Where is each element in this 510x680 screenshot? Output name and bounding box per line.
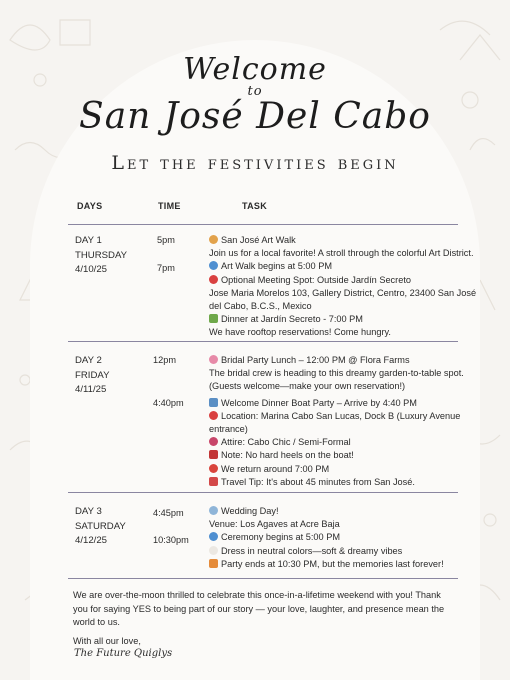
closing-message: We are over-the-moon thrilled to celebrate this once-in-a-lifetime weekend with you! Thank you for saying YES to being part of our story — your love, laughter, and presence mean the world to us. bbox=[73, 590, 445, 627]
day-block-3 bbox=[75, 505, 126, 549]
divider-header bbox=[68, 224, 458, 225]
divider-day-1 bbox=[68, 341, 458, 342]
tagline: Let the festivities begin bbox=[111, 152, 399, 174]
day-label: DAY 3 bbox=[75, 506, 102, 517]
task-line: Wedding Day! bbox=[209, 505, 444, 518]
heel-icon bbox=[209, 450, 218, 459]
task-line: San José Art Walk bbox=[209, 234, 476, 247]
task-line: Ceremony begins at 5:00 PM bbox=[209, 531, 444, 544]
weekday-label: SATURDAY bbox=[75, 520, 126, 532]
task-line: Travel Tip: It's about 45 minutes from San José. bbox=[209, 476, 464, 489]
flower-icon bbox=[209, 355, 218, 364]
divider-day-3 bbox=[68, 578, 458, 579]
clock-icon bbox=[209, 261, 218, 270]
day-block-2 bbox=[75, 354, 109, 398]
time-slot: 4:40pm bbox=[153, 398, 184, 408]
task-line: The bridal crew is heading to this dreamy garden-to-table spot. bbox=[209, 368, 464, 379]
task-line: Art Walk begins at 5:00 PM bbox=[209, 260, 476, 273]
car-icon bbox=[209, 477, 218, 486]
task-line: Dinner at Jardín Secreto - 7:00 PM bbox=[209, 313, 476, 326]
task-line: Venue: Los Agaves at Acre Baja bbox=[209, 519, 340, 530]
column-task: TASK bbox=[242, 201, 268, 211]
boat-icon bbox=[209, 398, 218, 407]
task-line: Welcome Dinner Boat Party – Arrive by 4:40 PM bbox=[209, 397, 464, 410]
weekday-label: THURSDAY bbox=[75, 249, 128, 261]
task-line: Note: No hard heels on the boat! bbox=[209, 449, 464, 462]
time-slot: 12pm bbox=[153, 355, 176, 365]
welcome-title: Welcome bbox=[183, 52, 327, 87]
weekday-label: FRIDAY bbox=[75, 369, 110, 381]
party-icon bbox=[209, 559, 218, 568]
divider-day-2 bbox=[68, 492, 458, 493]
task-line: entrance) bbox=[209, 424, 248, 435]
time-slot: 7pm bbox=[157, 263, 175, 273]
clock-icon bbox=[209, 532, 218, 541]
column-time: TIME bbox=[158, 201, 181, 211]
task-line: Party ends at 10:30 PM, but the memories last forever! bbox=[209, 558, 444, 571]
task-line: Attire: Cabo Chic / Semi-Formal bbox=[209, 436, 464, 449]
date-label: 4/10/25 bbox=[75, 264, 108, 275]
task-line: Join us for a local favorite! A stroll through the colorful Art District. bbox=[209, 248, 474, 259]
task-line: Location: Marina Cabo San Lucas, Dock B (Luxury Avenue bbox=[209, 410, 464, 423]
task-line: We have rooftop reservations! Come hungry. bbox=[209, 327, 391, 338]
time-slot: 5pm bbox=[157, 235, 175, 245]
pin-icon bbox=[209, 411, 218, 420]
to-word: to bbox=[247, 84, 263, 99]
column-days: DAYS bbox=[77, 201, 103, 211]
task-line: Bridal Party Lunch – 12:00 PM @ Flora Farms bbox=[209, 354, 464, 367]
date-label: 4/12/25 bbox=[75, 535, 108, 546]
task-line: We return around 7:00 PM bbox=[209, 463, 464, 476]
task-line: Jose Maria Morelos 103, Gallery District, Centro, 23400 San José bbox=[209, 287, 477, 298]
task-line: Optional Meeting Spot: Outside Jardín Secreto bbox=[209, 274, 476, 287]
task-line: del Cabo, B.C.S., Mexico bbox=[209, 301, 312, 312]
day-label: DAY 1 bbox=[75, 235, 102, 246]
time-slot: 10:30pm bbox=[153, 535, 189, 545]
task-line: (Guests welcome—make your own reservation!) bbox=[209, 381, 406, 392]
time-slot: 4:45pm bbox=[153, 508, 184, 518]
signature: The Future Quiglys bbox=[74, 648, 173, 659]
place-title: San José Del Cabo bbox=[79, 96, 431, 137]
pin-icon bbox=[209, 275, 218, 284]
day-block-1 bbox=[75, 234, 127, 278]
dress-icon bbox=[209, 437, 218, 446]
task-line: Dress in neutral colors—soft & dreamy vibes bbox=[209, 545, 444, 558]
ring-icon bbox=[209, 506, 218, 515]
task-list-day-2 bbox=[209, 354, 464, 489]
day-label: DAY 2 bbox=[75, 355, 102, 366]
date-label: 4/11/25 bbox=[75, 384, 107, 395]
sparkle-icon bbox=[209, 546, 218, 555]
task-list-day-3 bbox=[209, 505, 444, 571]
alarm-icon bbox=[209, 464, 218, 473]
task-list-day-1 bbox=[209, 234, 476, 340]
art-palette-icon bbox=[209, 235, 218, 244]
closing-salutation: With all our love, bbox=[73, 636, 141, 646]
leaf-icon bbox=[209, 314, 218, 323]
